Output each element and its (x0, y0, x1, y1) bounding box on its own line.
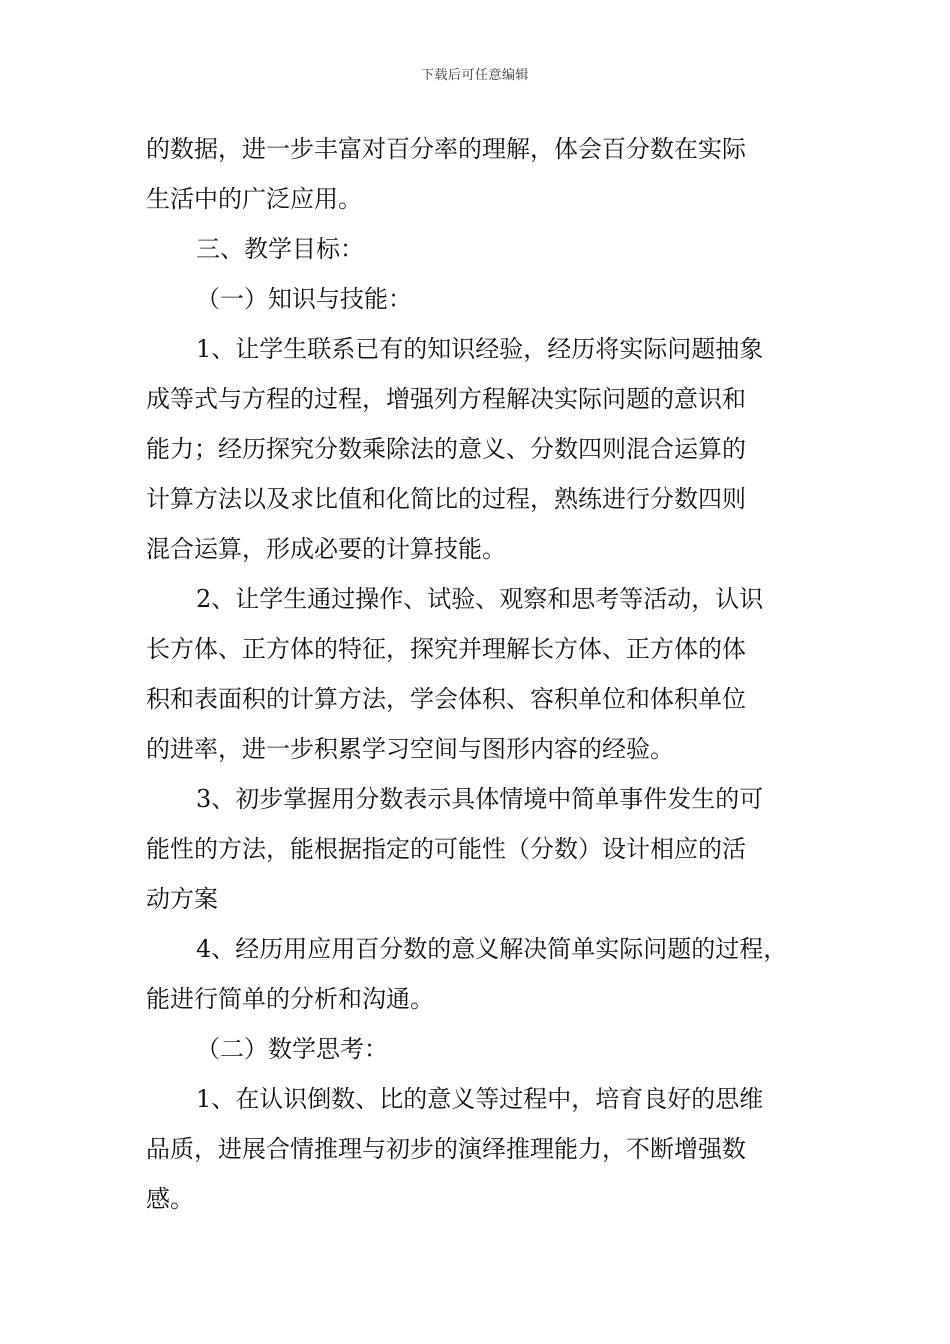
text-line: 成等式与方程的过程，增强列方程解决实际问题的意识和 (146, 385, 746, 413)
text-line: 品质，进展合情推理与初步的演绎推理能力，不断增强数 (146, 1135, 746, 1163)
subsection-heading: （一）知识与技能： (196, 285, 412, 313)
text-line: 能力；经历探究分数乘除法的意义、分数四则混合运算的 (146, 435, 746, 463)
text-line: 动方案 (146, 885, 218, 913)
text-line: 的数据，进一步丰富对百分率的理解，体会百分数在实际 (146, 135, 746, 163)
text-line: 1、在认识倒数、比的意义等过程中，培育良好的思维 (196, 1085, 764, 1113)
text-line: 混合运算，形成必要的计算技能。 (146, 535, 506, 563)
text-line: 长方体、正方体的特征，探究并理解长方体、正方体的体 (146, 635, 746, 663)
text-line: 感。 (146, 1185, 194, 1213)
text-line: 计算方法以及求比值和化简比的过程，熟练进行分数四则 (146, 485, 746, 513)
text-line: 生活中的广泛应用。 (146, 185, 362, 213)
text-line: 能性的方法，能根据指定的可能性（分数）设计相应的活 (146, 835, 746, 863)
text-line: 能进行简单的分析和沟通。 (146, 985, 434, 1013)
text-line: 4、经历用应用百分数的意义解决简单实际问题的过程， (196, 935, 788, 963)
section-heading: 三、教学目标： (196, 235, 364, 263)
text-line: 积和表面积的计算方法，学会体积、容积单位和体积单位 (146, 685, 746, 713)
page-header: 下载后可任意编辑 (420, 68, 529, 83)
subsection-heading: （二）数学思考： (196, 1035, 388, 1063)
text-line: 1、让学生联系已有的知识经验，经历将实际问题抽象 (196, 335, 764, 363)
text-line: 3、初步掌握用分数表示具体情境中简单事件发生的可 (196, 785, 764, 813)
text-line: 的进率，进一步积累学习空间与图形内容的经验。 (146, 735, 674, 763)
text-line: 2、让学生通过操作、试验、观察和思考等活动，认识 (196, 585, 764, 613)
